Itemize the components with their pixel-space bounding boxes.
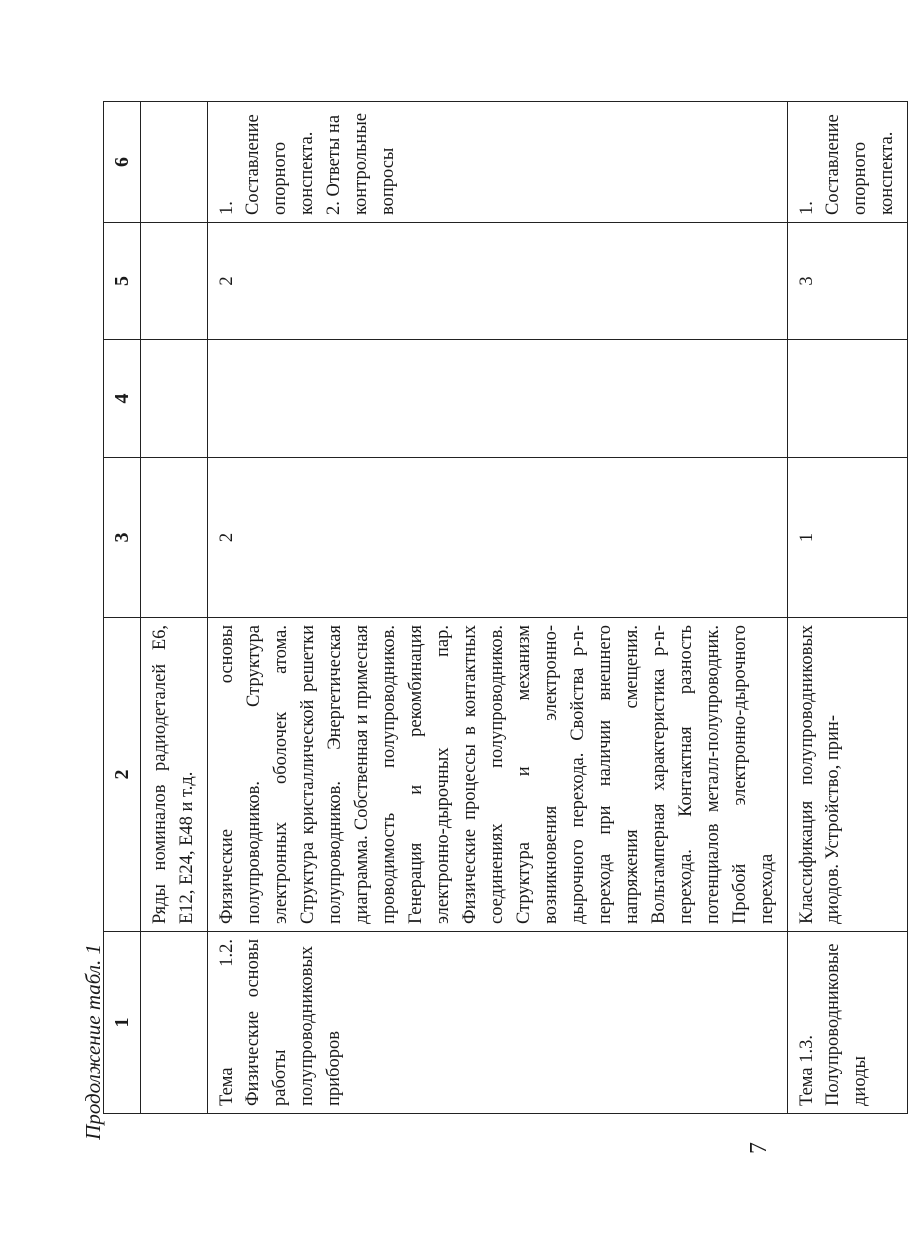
content-cell: Ряды номиналов радиодеталей Е6, Е12, Е24, Е48 и т.д. [141, 618, 208, 932]
hours-cell: 2 [207, 458, 787, 618]
curriculum-table [103, 101, 908, 1114]
col-header-1: 1 [104, 932, 141, 1114]
lab-cell [207, 340, 787, 458]
lab-cell [787, 340, 907, 458]
hours-cell [141, 458, 208, 618]
topic-cell: Тема 1.2. Физические основы работы полупроводниковых приборов [207, 932, 787, 1114]
self-hours-cell [141, 223, 208, 340]
table-caption: Продолжение табл. 1 [81, 944, 105, 1140]
content-cell: Классификация полупроводниковых диодов. Устройство, прин- [787, 618, 907, 932]
col-header-4: 4 [104, 340, 141, 458]
page-number: 7 [746, 1142, 772, 1154]
topic-cell [141, 932, 208, 1114]
hours-cell: 1 [787, 458, 907, 618]
col-header-3: 3 [104, 458, 141, 618]
col-header-5: 5 [104, 223, 141, 340]
self-work-cell [141, 102, 208, 223]
header-row [104, 102, 141, 1114]
table-row [141, 102, 208, 1114]
self-hours-cell: 3 [787, 223, 907, 340]
table-row [787, 102, 907, 1114]
self-work-cell: 1. Составление опорного конспекта. [787, 102, 907, 223]
self-work-cell: 1. Составление опорного конспекта. 2. Ответы на контрольные вопросы [207, 102, 787, 223]
table-row [207, 102, 787, 1114]
col-header-2: 2 [104, 618, 141, 932]
content-cell: Физические основы полупроводников. Структура электронных оболочек атома. Структура кристаллической решетки полупроводников. Энергетическая диаграмма. Собственная и примесная проводимость полупроводников. Генерация и рекомбинация электронно-дырочных пар. Физические процессы в контактных соединениях полупроводников. Структура и механизм возникновения электронно-дырочного перехода. Свойства p-n-перехода при наличии внешнего напряжения смещения. Вольтамперная характеристика p-n-перехода. Контактная разность потенциалов металл-полупроводник. Пробой электронно-дырочного перехода [207, 618, 787, 932]
self-hours-cell: 2 [207, 223, 787, 340]
topic-cell: Тема 1.3. Полупроводниковые диоды [787, 932, 907, 1114]
col-header-6: 6 [104, 102, 141, 223]
lab-cell [141, 340, 208, 458]
